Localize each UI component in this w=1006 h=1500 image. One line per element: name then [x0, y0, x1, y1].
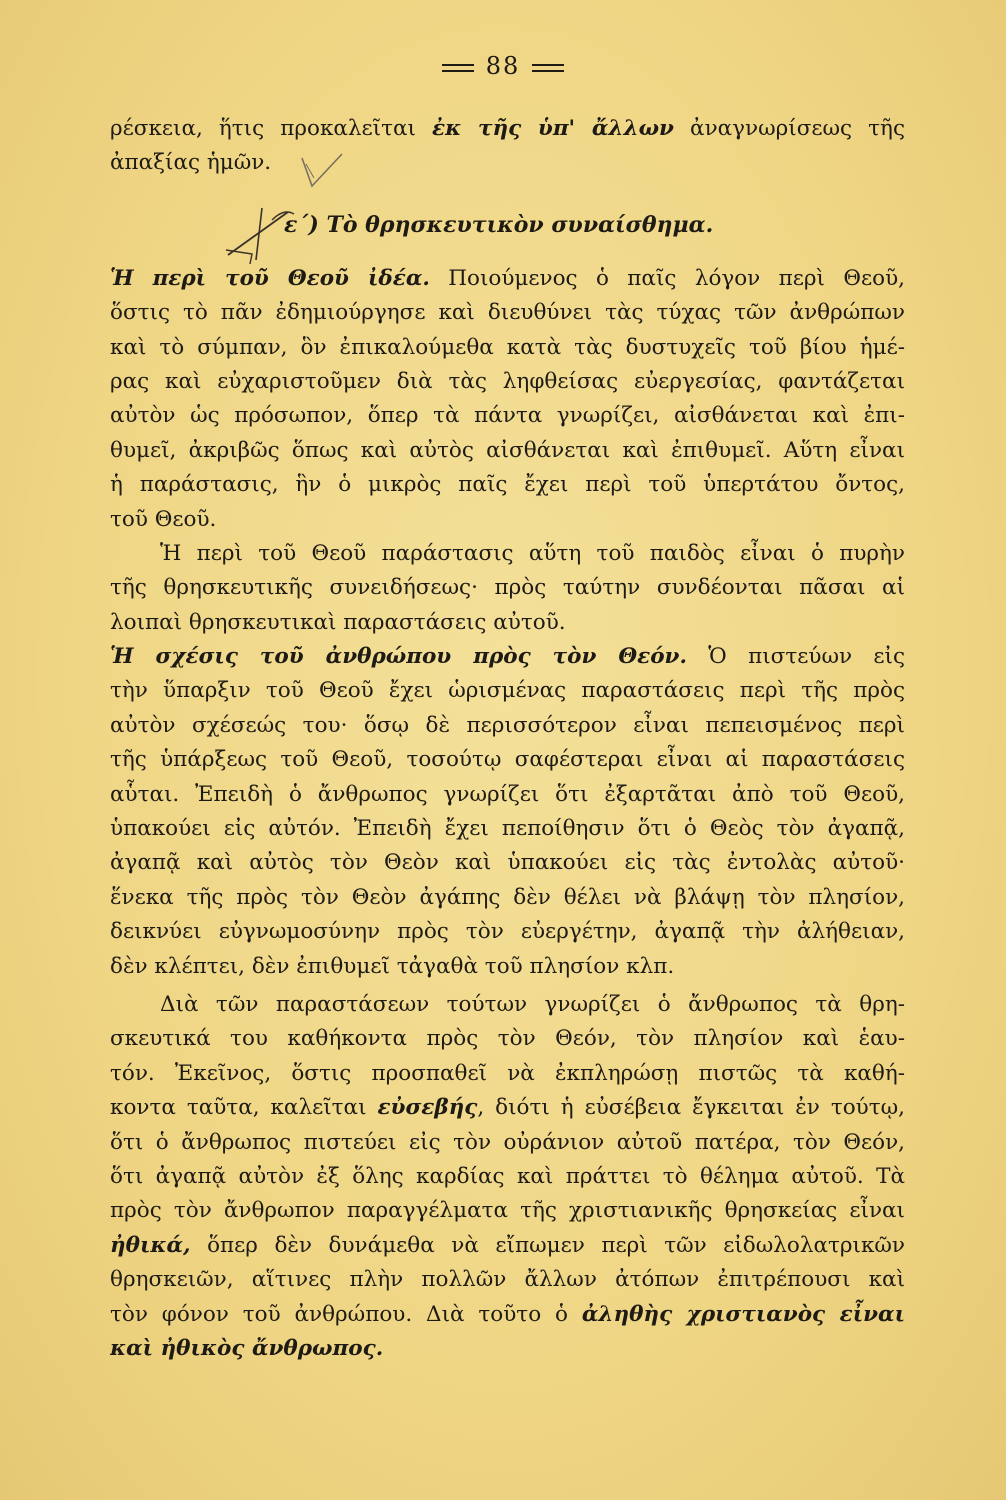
body-text — [110, 112, 905, 1366]
text-line: ἀγαπᾷ καὶ αὐτὸς τὸν Θεὸν καὶ ὑπακούει εἰς τὰς ἐντολὰς αὐτοῦ· — [110, 850, 905, 876]
text-line: τὸν φόνον τοῦ ἀνθρώπου. Διὰ τοῦτο ὁ ἀληθὴς χριστιανὸς εἶναι — [110, 1301, 905, 1327]
text-line: λοιπαὶ θρησκευτικαὶ παραστάσεις αὐτοῦ. — [110, 609, 566, 635]
emphasis-word: ἠθικά, — [110, 1232, 191, 1258]
text-line: Ἡ περὶ τοῦ Θεοῦ ἰδέα. Ποιούμενος ὁ παῖς λόγον περὶ Θεοῦ, — [110, 265, 905, 291]
text-line: θυμεῖ, ἀκριβῶς ὅπως καὶ αὐτὸς αἰσθάνεται καὶ ἐπιθυμεῖ. Αὕτη εἶναι — [110, 437, 905, 463]
text-line: Ἡ σχέσις τοῦ ἀνθρώπου πρὸς τὸν Θεόν. Ὁ πιστεύων εἰς — [110, 644, 905, 670]
title-gap — [110, 181, 905, 262]
inline-heading: Ἡ περὶ τοῦ Θεοῦ ἰδέα. — [110, 265, 430, 291]
text-line: τῆς ὑπάρξεως τοῦ Θεοῦ, τοσούτῳ σαφέστεραι εἶναι αἱ παραστάσεις — [110, 747, 905, 773]
text-line: Διὰ τῶν παραστάσεων τούτων γνωρίζει ὁ ἄνθρωπος τὰ θρη- — [160, 991, 905, 1017]
text-line: τοῦ Θεοῦ. — [110, 506, 217, 532]
text-line: Ἡ περὶ τοῦ Θεοῦ παράστασις αὕτη τοῦ παιδὸς εἶναι ὁ πυρὴν — [160, 540, 905, 566]
section-title: ε΄) Τὸ θρησκευτικὸν συναίσθημα. — [284, 212, 714, 238]
text-line: δεικνύει εὐγνωμοσύνην πρὸς τὸν εὐεργέτην, ἀγαπᾷ τὴν ἀλήθειαν, — [110, 919, 905, 945]
text-line: τὴν ὕπαρξιν τοῦ Θεοῦ ἔχει ὡρισμένας παραστάσεις περὶ τῆς πρὸς — [110, 678, 905, 704]
text-line: ρας καὶ εὐχαριστοῦμεν διὰ τὰς ληφθείσας εὐεργεσίας, φαντάζεται — [110, 368, 905, 394]
text-line: ἠθικά, ὅπερ δὲν δυνάμεθα νὰ εἴπωμεν περὶ τῶν εἰδωλολατρικῶν — [110, 1232, 905, 1258]
emphasis-phrase: καὶ ἠθικὸς ἄνθρωπος. — [110, 1335, 384, 1361]
text-line: ἡ παράστασις, ἣν ὁ μικρὸς παῖς ἔχει περὶ τοῦ ὑπερτάτου ὄντος, — [110, 472, 905, 498]
text-line: τόν. Ἐκεῖνος, ὅστις προσπαθεῖ νὰ ἐκπληρώσῃ πιστῶς τὰ καθή- — [110, 1060, 905, 1086]
text-line: αὐτὸν ὡς πρόσωπον, ὅπερ τὰ πάντα γνωρίζει, αἰσθάνεται καὶ ἐπι- — [110, 403, 905, 429]
page-header — [0, 52, 1006, 80]
text-line — [110, 1332, 905, 1366]
text-line: δὲν κλέπτει, δὲν ἐπιθυμεῖ τἀγαθὰ τοῦ πλησίον κλπ. — [110, 953, 675, 979]
text-line: ὑπακούει εἰς αὐτόν. Ἐπειδὴ ἔχει πεποίθησιν ὅτι ὁ Θεὸς τὸν ἀγαπᾷ, — [110, 816, 905, 842]
page-number: 88 — [485, 52, 521, 80]
header-rule-left — [442, 64, 474, 72]
emphasis-phrase: ἀληθὴς χριστιανὸς εἶναι — [581, 1301, 905, 1327]
inline-heading: Ἡ σχέσις τοῦ ἀνθρώπου πρὸς τὸν Θεόν. — [110, 644, 687, 670]
text-line: ὅτι ἀγαπᾷ αὐτὸν ἐξ ὅλης καρδίας καὶ πράττει τὸ θέλημα αὐτοῦ. Τὰ — [110, 1163, 905, 1189]
text-line: κοντα ταῦτα, καλεῖται εὐσεβής, διότι ἡ εὐσέβεια ἔγκειται ἐν τούτῳ, — [110, 1095, 905, 1121]
text-line: αὗται. Ἐπειδὴ ὁ ἄνθρωπος γνωρίζει ὅτι ἐξαρτᾶται ἀπὸ τοῦ Θεοῦ, — [110, 781, 905, 807]
text-line: ρέσκεια, ἥτις προκαλεῖται ἐκ τῆς ὑπ' ἄλλων ἀναγνωρίσεως τῆς — [110, 116, 905, 141]
text-line: ὅτι ὁ ἄνθρωπος πιστεύει εἰς τὸν οὐράνιον αὐτοῦ πατέρα, τὸν Θεόν, — [110, 1129, 905, 1155]
header-rule-right — [532, 64, 564, 72]
text-line: ἕνεκα τῆς πρὸς τὸν Θεὸν ἀγάπης δὲν θέλει νὰ βλάψῃ τὸν πλησίον, — [110, 884, 905, 910]
text-line: αὐτὸν σχέσεώς του· ὅσῳ δὲ περισσότερον εἶναι πεπεισμένος περὶ — [110, 712, 905, 738]
text-line: πρὸς τὸν ἄνθρωπον παραγγέλματα τῆς χριστιανικῆς θρησκείας εἶναι — [110, 1198, 905, 1224]
text-line: τῆς θρησκευτικῆς συνειδήσεως· πρὸς ταύτην συνδέονται πᾶσαι αἱ — [110, 575, 905, 601]
text-line: σκευτικά του καθήκοντα πρὸς τὸν Θεόν, τὸν πλησίον καὶ ἑαυ- — [110, 1026, 905, 1052]
text-line: ὅστις τὸ πᾶν ἐδημιούργησε καὶ διευθύνει τὰς τύχας τῶν ἀνθρώπων — [110, 300, 905, 326]
emphasis-word: εὐσεβής — [377, 1095, 478, 1121]
text-line: ἀπαξίας ἡμῶν. — [110, 150, 272, 176]
text-line: καὶ τὸ σύμπαν, ὃν ἐπικαλούμεθα κατὰ τὰς δυστυχεῖς τοῦ βίου ἡμέ- — [110, 334, 905, 360]
text-line: θρησκειῶν, αἵτινες πλὴν πολλῶν ἄλλων ἀτόπων ἐπιτρέπουσι καὶ — [110, 1267, 905, 1293]
